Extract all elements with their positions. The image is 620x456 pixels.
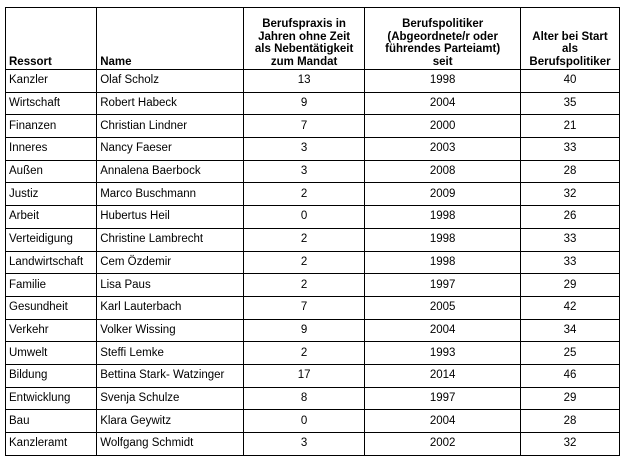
table-row xyxy=(6,115,620,138)
table-row xyxy=(6,251,620,274)
table-row xyxy=(6,319,620,342)
header-line: zum Mandat xyxy=(270,55,338,68)
cell-seit: 2008 xyxy=(365,160,521,183)
header-name: Name xyxy=(97,8,244,70)
cell-praxis: 0 xyxy=(243,206,365,229)
cell-ressort: Entwicklung xyxy=(6,387,97,410)
cell-name: Christine Lambrecht xyxy=(97,228,244,251)
header-line: (Abgeordnete/r oder xyxy=(387,30,498,43)
cell-praxis: 2 xyxy=(243,228,365,251)
cell-seit: 2009 xyxy=(365,183,521,206)
cell-ressort: Umwelt xyxy=(6,342,97,365)
cell-praxis: 13 xyxy=(243,70,365,93)
cell-ressort: Landwirtschaft xyxy=(6,251,97,274)
cell-name: Cem Özdemir xyxy=(97,251,244,274)
table-row xyxy=(6,433,620,456)
cell-praxis: 2 xyxy=(243,251,365,274)
cell-praxis: 17 xyxy=(243,364,365,387)
cell-name: Robert Habeck xyxy=(97,92,244,115)
table-row xyxy=(6,410,620,433)
cell-seit: 2003 xyxy=(365,138,521,161)
cell-ressort: Außen xyxy=(6,160,97,183)
cell-ressort: Bau xyxy=(6,410,97,433)
table-row xyxy=(6,228,620,251)
cell-praxis: 3 xyxy=(243,433,365,456)
cell-praxis: 3 xyxy=(243,160,365,183)
header-line: Berufspolitiker xyxy=(402,18,484,30)
cell-ressort: Verkehr xyxy=(6,319,97,342)
cell-praxis: 8 xyxy=(243,387,365,410)
cell-seit: 1998 xyxy=(365,228,521,251)
cell-name: Karl Lauterbach xyxy=(97,296,244,319)
cell-seit: 1997 xyxy=(365,387,521,410)
header-line: Jahren ohne Zeit xyxy=(258,30,351,43)
cell-alter: 33 xyxy=(520,138,619,161)
cell-seit: 1993 xyxy=(365,342,521,365)
cell-ressort: Familie xyxy=(6,274,97,297)
cell-name: Steffi Lemke xyxy=(97,342,244,365)
cell-name: Svenja Schulze xyxy=(97,387,244,410)
header-line: Alter bei Start xyxy=(532,30,608,43)
table-row xyxy=(6,387,620,410)
cell-alter: 21 xyxy=(520,115,619,138)
header-alter xyxy=(520,8,619,70)
cell-seit: 2014 xyxy=(365,364,521,387)
cell-ressort: Kanzler xyxy=(6,70,97,93)
cell-alter: 26 xyxy=(520,206,619,229)
table-row xyxy=(6,138,620,161)
cell-seit: 2000 xyxy=(365,115,521,138)
cell-praxis: 2 xyxy=(243,183,365,206)
cell-alter: 32 xyxy=(520,183,619,206)
cell-ressort: Kanzleramt xyxy=(6,433,97,456)
cell-seit: 2004 xyxy=(365,410,521,433)
header-line: als Nebentätigkeit xyxy=(254,43,354,55)
table-row xyxy=(6,206,620,229)
cell-alter: 34 xyxy=(520,319,619,342)
cell-alter: 46 xyxy=(520,364,619,387)
cell-ressort: Gesundheit xyxy=(6,296,97,319)
cell-seit: 1997 xyxy=(365,274,521,297)
table-row xyxy=(6,274,620,297)
cell-praxis: 2 xyxy=(243,274,365,297)
cell-name: Lisa Paus xyxy=(97,274,244,297)
cell-ressort: Inneres xyxy=(6,138,97,161)
cell-praxis: 7 xyxy=(243,296,365,319)
cell-ressort: Wirtschaft xyxy=(6,92,97,115)
cell-ressort: Justiz xyxy=(6,183,97,206)
header-line: Berufspolitiker xyxy=(529,55,611,68)
cell-alter: 25 xyxy=(520,342,619,365)
table-row xyxy=(6,296,620,319)
cell-seit: 2004 xyxy=(365,92,521,115)
cell-ressort: Arbeit xyxy=(6,206,97,229)
cell-alter: 40 xyxy=(520,70,619,93)
header-line: führendes Parteiamt) xyxy=(385,43,501,55)
cell-name: Nancy Faeser xyxy=(97,138,244,161)
header-ressort: Ressort xyxy=(6,8,97,70)
cell-praxis: 0 xyxy=(243,410,365,433)
cell-ressort: Bildung xyxy=(6,364,97,387)
cell-praxis: 3 xyxy=(243,138,365,161)
header-line: seit xyxy=(432,55,453,68)
cell-alter: 32 xyxy=(520,433,619,456)
cell-praxis: 2 xyxy=(243,342,365,365)
cell-seit: 1998 xyxy=(365,70,521,93)
cell-alter: 33 xyxy=(520,228,619,251)
cell-alter: 28 xyxy=(520,410,619,433)
cell-alter: 28 xyxy=(520,160,619,183)
cell-name: Olaf Scholz xyxy=(97,70,244,93)
header-line: als xyxy=(561,43,578,55)
table-row xyxy=(6,342,620,365)
cell-alter: 33 xyxy=(520,251,619,274)
cell-seit: 2004 xyxy=(365,319,521,342)
cell-ressort: Verteidigung xyxy=(6,228,97,251)
cell-name: Christian Lindner xyxy=(97,115,244,138)
cell-seit: 2002 xyxy=(365,433,521,456)
cell-alter: 29 xyxy=(520,274,619,297)
header-line: Berufspraxis in xyxy=(262,18,346,30)
header-berufspraxis xyxy=(243,8,365,70)
cell-seit: 1998 xyxy=(365,251,521,274)
table-row xyxy=(6,364,620,387)
cell-seit: 1998 xyxy=(365,206,521,229)
cell-name: Wolfgang Schmidt xyxy=(97,433,244,456)
cell-ressort: Finanzen xyxy=(6,115,97,138)
cell-seit: 2005 xyxy=(365,296,521,319)
table-row xyxy=(6,70,620,93)
table-row xyxy=(6,160,620,183)
cell-praxis: 7 xyxy=(243,115,365,138)
cell-alter: 35 xyxy=(520,92,619,115)
cell-name: Klara Geywitz xyxy=(97,410,244,433)
cell-name: Marco Buschmann xyxy=(97,183,244,206)
cell-name: Annalena Baerbock xyxy=(97,160,244,183)
cell-praxis: 9 xyxy=(243,92,365,115)
table-row xyxy=(6,92,620,115)
cell-alter: 42 xyxy=(520,296,619,319)
cell-alter: 29 xyxy=(520,387,619,410)
table-row xyxy=(6,183,620,206)
cell-name: Hubertus Heil xyxy=(97,206,244,229)
cell-name: Volker Wissing xyxy=(97,319,244,342)
header-berufspolitiker-seit xyxy=(365,8,521,70)
minister-table xyxy=(5,7,620,456)
cell-praxis: 9 xyxy=(243,319,365,342)
cell-name: Bettina Stark- Watzinger xyxy=(97,364,244,387)
header-row xyxy=(6,8,620,70)
